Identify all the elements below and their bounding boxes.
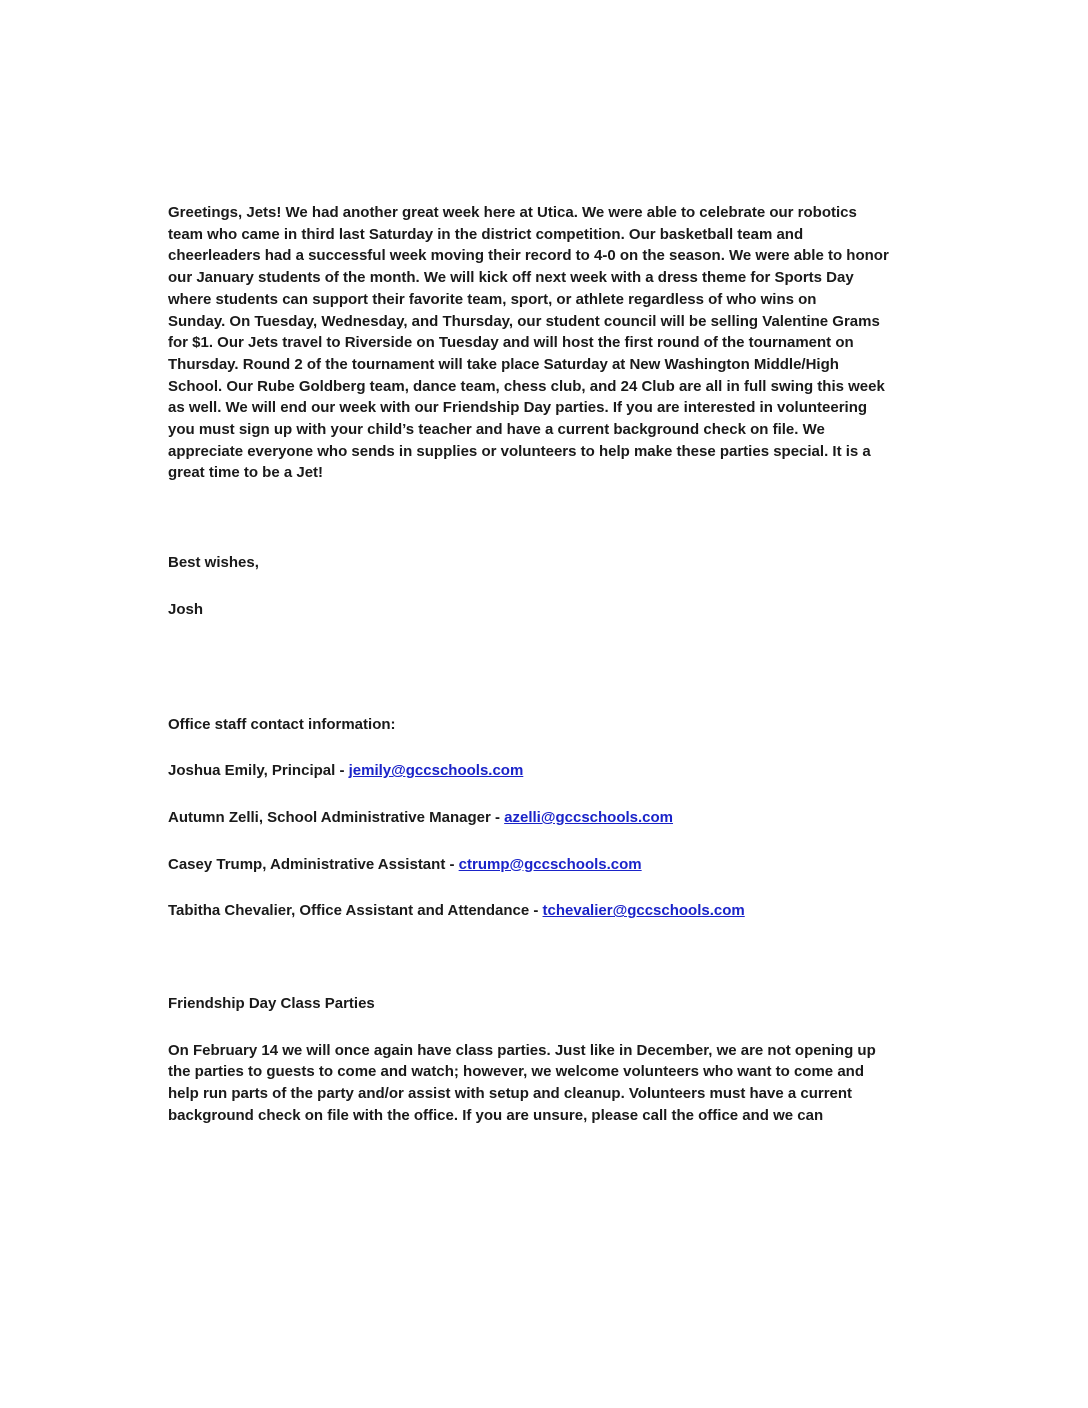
intro-line: appreciate everyone who sends in supplies or volunteers to help make these parties special. It is a (168, 442, 871, 460)
intro-line: team who came in third last Saturday in the district competition. Our basketball team and (168, 225, 804, 243)
contact-label: Tabitha Chevalier, Office Assistant and Attendance - (168, 902, 543, 920)
email-link-tchevalier[interactable]: tchevalier@gccschools.com (542, 902, 745, 920)
signature-name: Josh (168, 600, 204, 618)
contact-heading: Office staff contact information: (168, 715, 396, 733)
friendship-day-heading: Friendship Day Class Parties (168, 995, 375, 1013)
contact-office-assistant (168, 900, 928, 922)
intro-line: Greetings, Jets! We had another great week here at Utica. We were able to celebrate our robotics (168, 204, 857, 221)
friendship-line: help run parts of the party and/or assist with setup and cleanup. Volunteers must have a current (168, 1085, 853, 1103)
intro-line: our January students of the month. We will kick off next week with a dress theme for Sports Day (168, 269, 854, 287)
contact-label: Autumn Zelli, School Administrative Manager - (168, 808, 505, 826)
contact-label: Joshua Emily, Principal - (168, 762, 349, 780)
intro-line: Sunday. On Tuesday, Wednesday, and Thursday, our student council will be selling Valentine Grams (168, 312, 880, 330)
intro-paragraph (168, 202, 928, 484)
friendship-line: On February 14 we will once again have class parties. Just like in December, we are not opening up (168, 1041, 876, 1059)
contact-admin-assistant (168, 854, 928, 876)
newsletter-page (168, 202, 928, 1127)
intro-line: cheerleaders had a successful week moving their record to 4-0 on the season. We were able to honor (168, 247, 889, 265)
friendship-line: the parties to guests to come and watch; however, we welcome volunteers who want to come and (168, 1063, 864, 1081)
intro-line: great time to be a Jet! (168, 464, 324, 482)
email-link-ctrump[interactable]: ctrump@gccschools.com (458, 855, 642, 873)
email-link-jemily[interactable]: jemily@gccschools.com (348, 762, 524, 780)
contact-admin-manager (168, 807, 928, 829)
intro-line: as well. We will end our week with our Friendship Day parties. If you are interested in volunteering (168, 399, 868, 417)
friendship-line: background check on file with the office. If you are unsure, please call the office and we can (168, 1106, 824, 1124)
intro-line: Thursday. Round 2 of the tournament will take place Saturday at New Washington Middle/High (168, 355, 839, 373)
closing-salutation: Best wishes, (168, 554, 259, 572)
intro-line: for $1. Our Jets travel to Riverside on Tuesday and will host the first round of the tournament on (168, 334, 854, 352)
friendship-day-paragraph (168, 1040, 928, 1127)
intro-line: School. Our Rube Goldberg team, dance team, chess club, and 24 Club are all in full swing this week (168, 377, 885, 395)
intro-line: you must sign up with your child’s teacher and have a current background check on file. We (168, 421, 825, 439)
email-link-azelli[interactable]: azelli@gccschools.com (504, 808, 674, 826)
intro-line: where students can support their favorite team, sport, or athlete regardless of who wins on (168, 290, 817, 308)
contact-label: Casey Trump, Administrative Assistant - (168, 855, 459, 873)
contact-principal (168, 760, 928, 782)
